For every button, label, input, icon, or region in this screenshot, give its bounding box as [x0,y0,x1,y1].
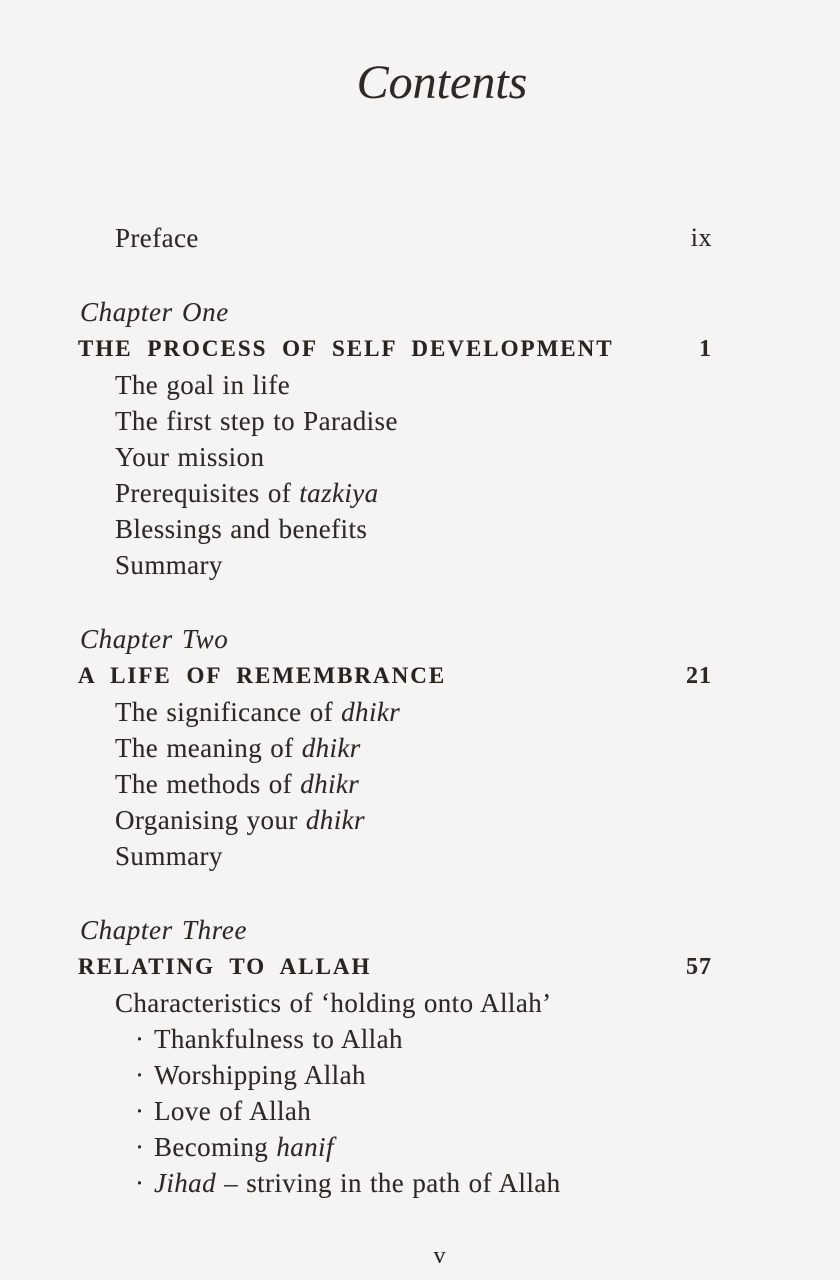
entry-text-segment: The goal in life [115,369,291,400]
toc-section [0,911,840,1201]
entry-text-segment: The significance of [115,696,342,727]
toc-entry-text [115,550,223,581]
toc-entry-text [154,1096,311,1127]
bullet-dot-icon: · [135,1131,144,1162]
toc-entry [0,694,840,730]
entry-text-italic: dhikr [300,768,360,799]
toc-entry-text [154,1024,403,1055]
chapter-page-number: 1 [699,335,712,362]
entry-text-italic: hanif [276,1131,334,1162]
toc-entry [0,403,840,439]
entry-text-segment: Worshipping Allah [154,1059,366,1090]
toc-entry [0,985,840,1021]
chapter-title: A LIFE OF REMEMBRANCE [78,663,447,688]
chapter-page-number: 57 [686,953,712,980]
toc-entry [0,1165,840,1201]
toc-entry [0,1093,840,1129]
entry-text-italic: tazkiya [299,477,379,508]
toc-entry-text [115,697,400,728]
chapter-heading-row [0,658,840,694]
toc-entry [0,511,840,547]
toc-entry-text [115,988,552,1019]
toc-entry [0,1057,840,1093]
toc-entry [0,475,840,511]
toc-entry-text [115,514,367,545]
entry-text-segment: Characteristics of ‘holding onto Allah’ [115,987,552,1018]
preface-row [0,220,840,256]
entry-text-italic: dhikr [301,732,361,763]
bullet-dot-icon: · [135,1059,144,1090]
toc-entry [0,547,840,583]
table-of-contents [0,293,840,1201]
entry-text-segment: – striving in the path of Allah [216,1167,561,1198]
folio-page-number: v [433,1242,447,1269]
toc-entry-text [115,841,223,872]
chapter-heading-row [0,949,840,985]
entry-text-segment: Becoming [154,1131,277,1162]
entry-text-segment: Love of Allah [154,1095,312,1126]
entry-text-segment: The first step to Paradise [115,405,398,436]
entry-text-segment: Organising your [115,804,306,835]
toc-entry [0,802,840,838]
toc-entry [0,1129,840,1165]
toc-entry [0,367,840,403]
chapter-number-label: Chapter Three [80,914,248,945]
entry-text-segment: The methods of [115,768,301,799]
toc-entry [0,1021,840,1057]
entry-text-segment: The meaning of [115,732,302,763]
toc-entry-text [115,805,365,836]
entry-text-segment: Prerequisites of [115,477,300,508]
toc-entry [0,838,840,874]
chapter-title: THE PROCESS OF SELF DEVELOPMENT [78,336,614,361]
toc-entry-text [115,442,264,473]
toc-entry-text [154,1132,334,1163]
entry-text-segment: Your mission [115,441,265,472]
entry-text-segment: Summary [115,549,223,580]
toc-entry-text [115,478,379,509]
toc-section [0,293,840,583]
entry-text-segment: Thankfulness to Allah [154,1023,403,1054]
bullet-dot-icon: · [135,1167,144,1198]
toc-entry-text [115,370,290,401]
preface-page-number: ix [690,223,712,252]
toc-entry-text [115,406,398,437]
toc-section [0,620,840,874]
entry-text-italic: dhikr [305,804,365,835]
chapter-number-label: Chapter One [80,296,229,327]
toc-entry [0,439,840,475]
preface-label: Preface [115,222,199,253]
toc-entry [0,730,840,766]
toc-entry [0,766,840,802]
page-title: Contents [356,56,528,109]
entry-text-italic: Jihad [154,1167,216,1198]
toc-entry-text [115,769,359,800]
entry-text-italic: dhikr [341,696,401,727]
bullet-dot-icon: · [135,1023,144,1054]
chapter-number-label: Chapter Two [80,623,229,654]
toc-entry-text [154,1060,366,1091]
bullet-dot-icon: · [135,1095,144,1126]
chapter-heading-row [0,331,840,367]
chapter-page-number: 21 [686,662,712,689]
toc-entry-text [154,1168,561,1199]
toc-entry-text [115,733,361,764]
entry-text-segment: Summary [115,840,223,871]
entry-text-segment: Blessings and benefits [115,513,368,544]
chapter-title: RELATING TO ALLAH [78,954,372,979]
